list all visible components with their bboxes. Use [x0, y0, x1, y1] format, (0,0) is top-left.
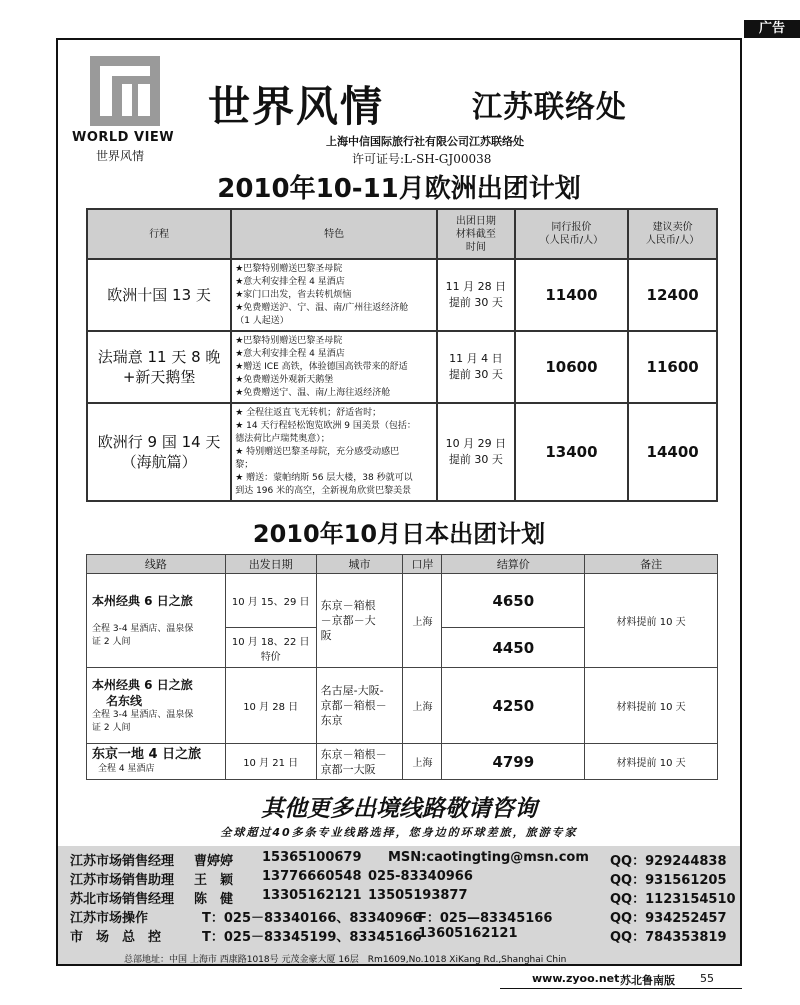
col-retail-price: 建议卖价 人民币/人）	[628, 209, 717, 259]
city-route: 东京－箱根－ 京都一大阪	[316, 744, 403, 780]
logo-english: WORLD VIEW	[72, 130, 175, 145]
col-city: 城市	[316, 555, 403, 574]
col-date: 出发日期	[225, 555, 316, 574]
city-route: 东京－箱根 －京都－大 阪	[316, 574, 403, 668]
advert-frame	[56, 38, 742, 966]
note: 材料提前 10 天	[585, 744, 718, 780]
logo-chinese: 世界风情	[96, 149, 145, 163]
route-name: 法瑞意 11 天 8 晚 +新天鹅堡	[87, 331, 231, 403]
retail-price: 11600	[628, 331, 717, 403]
europe-title: 2010年10-11月欧洲出团计划	[217, 174, 581, 204]
table-row	[87, 259, 717, 331]
col-date: 出团日期 材料截至 时间	[437, 209, 515, 259]
headquarters-address: 总部地址：中国 上海市 西康路1018号 元茂金豪大厦 16层 Rm1609,No.1018 XiKang Rd.,Shanghai Chin	[124, 955, 567, 965]
route-features: ★巴黎特别赠送巴黎圣母院 ★意大利安排全程 4 星酒店 ★赠送 ICE 高铁，体验德国高铁带来的舒适 ★免费赠送外观新天鹅堡 ★免费赠送宁、温、南/上海往返经济舱	[231, 331, 437, 403]
col-peer-price: 同行报价 （人民币/人）	[515, 209, 629, 259]
brand-title: 世界风情	[208, 82, 385, 131]
route-cell: 本州经典 6 日之旅 全程 3-4 星酒店、温泉保 证 2 人间	[87, 574, 226, 668]
col-port: 口岸	[403, 555, 442, 574]
peer-price: 11400	[515, 259, 629, 331]
table-row	[87, 668, 718, 744]
port: 上海	[403, 668, 442, 744]
peer-price: 10600	[515, 331, 629, 403]
company-name: 上海中信国际旅行社有限公司江苏联络处	[326, 135, 524, 148]
col-route: 行程	[87, 209, 231, 259]
route-features: ★ 全程往返直飞无转机；舒适省时； ★ 14 天行程轻松饱览欧洲 9 国美景（包括： 德法荷比卢瑞梵奥意）； ★ 特别赠送巴黎圣母院，充分感受动感巴 黎； ★ 赠送：蒙帕纳斯 56 层大楼，38 秒就可以 到达 196 米的高空，全新视角欣赏巴黎美景	[231, 403, 437, 501]
route-features: ★巴黎特别赠送巴黎圣母院 ★意大利安排全程 4 星酒店 ★家门口出发，省去转机烦恼 ★免费赠送沪、宁、温、南/广州往返经济舱 （1 人起送）	[231, 259, 437, 331]
settle-price: 4250	[442, 668, 585, 744]
ad-tag: 广告	[744, 20, 800, 38]
route-name: 欧洲行 9 国 14 天 （海航篇）	[87, 403, 231, 501]
europe-header-row	[87, 209, 717, 259]
license-number: 许可证号:L-SH-GJ00038	[352, 152, 492, 166]
footer-website[interactable]: www.zyoo.net	[532, 972, 620, 985]
route-cell: 本州经典 6 日之旅 名东线 全程 3-4 星酒店、温泉保 证 2 人间	[87, 668, 226, 744]
port: 上海	[403, 574, 442, 668]
col-route: 线路	[87, 555, 226, 574]
retail-price: 12400	[628, 259, 717, 331]
table-row	[87, 331, 717, 403]
settle-price: 4650	[442, 574, 585, 628]
japan-title: 2010年10月日本出团计划	[252, 520, 546, 548]
col-price: 结算价	[442, 555, 585, 574]
world-view-logo	[88, 54, 162, 128]
footer-divider	[500, 988, 742, 989]
table-row	[87, 744, 718, 780]
departure-date: 10 月 21 日	[225, 744, 316, 780]
departure-date: 10 月 18、22 日 特价	[225, 628, 316, 668]
route-name: 欧洲十国 13 天	[87, 259, 231, 331]
departure-date: 11 月 4 日 提前 30 天	[437, 331, 515, 403]
japan-table	[86, 554, 718, 780]
japan-header-row	[87, 555, 718, 574]
retail-price: 14400	[628, 403, 717, 501]
city-route: 名古屋-大阪- 京都－箱根－ 东京	[316, 668, 403, 744]
port: 上海	[403, 744, 442, 780]
note: 材料提前 10 天	[585, 574, 718, 668]
route-cell: 东京一地 4 日之旅 全程 4 星酒店	[87, 744, 226, 780]
settle-price: 4799	[442, 744, 585, 780]
office-title: 江苏联络处	[472, 90, 627, 125]
more-routes-heading: 其他更多出境线路敬请咨询	[261, 796, 537, 822]
footer-edition: 苏北鲁南版	[620, 974, 675, 987]
table-row	[87, 574, 718, 628]
page-number: 55	[700, 972, 714, 985]
peer-price: 13400	[515, 403, 629, 501]
europe-table	[86, 208, 718, 502]
departure-date: 10 月 29 日 提前 30 天	[437, 403, 515, 501]
table-row	[87, 403, 717, 501]
departure-date: 10 月 28 日	[225, 668, 316, 744]
departure-date: 10 月 15、29 日	[225, 574, 316, 628]
slogan: 全球超过40多条专业线路选择，您身边的环球差旅，旅游专家	[220, 826, 578, 839]
col-features: 特色	[231, 209, 437, 259]
departure-date: 11 月 28 日 提前 30 天	[437, 259, 515, 331]
col-note: 备注	[585, 555, 718, 574]
note: 材料提前 10 天	[585, 668, 718, 744]
settle-price: 4450	[442, 628, 585, 668]
contact-panel: 江苏市场销售经理 曹婷婷 15365100679 MSN:caotingting@msn.com QQ：929244838 江苏市场销售助理 王 颖 13776660548 025-83340966 QQ：931561205 苏北市场销售经理 陈 健 13305162121 13505193877 QQ：1123154510 江苏市场操作 T：025－83340166、83340966 F：025—83345166 QQ：934252457 市 场 总 控 T：025－83345199、83345166 13605162121 QQ：784353819	[58, 846, 740, 966]
